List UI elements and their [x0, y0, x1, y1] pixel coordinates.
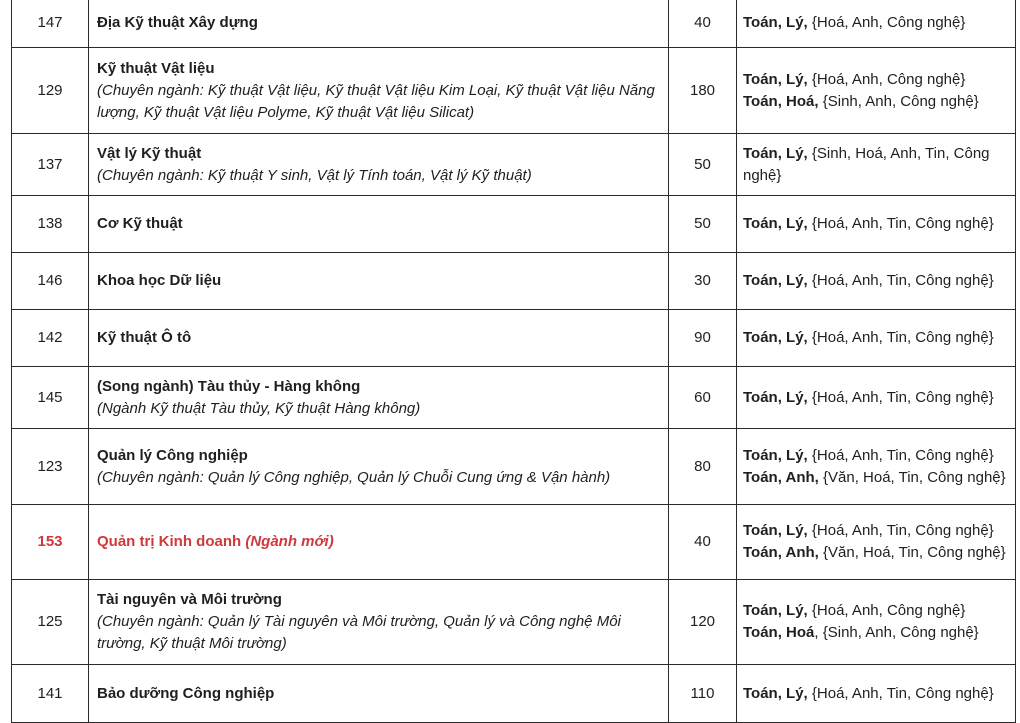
- subject-combinations: [737, 0, 1016, 48]
- major-specializations: (Chuyên ngành: Quản lý Tài nguyên và Môi trường, Quản lý và Công nghệ Môi trường, Kỹ thuật Môi trường): [97, 613, 621, 652]
- major-code: 145: [12, 367, 89, 429]
- new-major-note: (Ngành mới): [245, 533, 334, 550]
- table-row: [12, 134, 1016, 196]
- quota: 180: [669, 48, 737, 134]
- major-code: 142: [12, 310, 89, 367]
- major-name-cell: [89, 665, 669, 723]
- major-code: 129: [12, 48, 89, 134]
- subject-combination: [743, 520, 1015, 542]
- required-subjects: Toán, Lý,: [743, 144, 808, 162]
- quota: 120: [669, 580, 737, 665]
- major-name-cell: [89, 367, 669, 429]
- major-title-text: Cơ Kỹ thuật: [97, 215, 183, 232]
- required-subjects: Toán, Lý,: [743, 70, 808, 88]
- required-subjects: Toán, Lý,: [743, 388, 808, 406]
- major-name-cell: [89, 48, 669, 134]
- subject-combination: [743, 445, 1015, 467]
- admission-table: [11, 0, 1016, 723]
- major-title-text: Tài nguyên và Môi trường: [97, 591, 282, 608]
- required-subjects: Toán, Anh,: [743, 468, 819, 486]
- required-subjects: Toán, Lý,: [743, 215, 808, 232]
- subject-combination: [743, 143, 1015, 187]
- major-name-cell: [89, 310, 669, 367]
- subject-combination: [743, 467, 1015, 489]
- major-title-text: Khoa học Dữ liệu: [97, 272, 222, 289]
- table-row: [12, 665, 1016, 723]
- major-code: 141: [12, 665, 89, 723]
- optional-subjects: {Hoá, Anh, Công nghệ}: [807, 70, 966, 88]
- optional-subjects: {Hoá, Anh, Tin, Công nghệ}: [807, 446, 994, 464]
- optional-subjects: {Văn, Hoá, Tin, Công nghệ}: [818, 468, 1006, 486]
- table-row: [12, 367, 1016, 429]
- quota: 40: [669, 0, 737, 48]
- major-code: 125: [12, 580, 89, 665]
- required-subjects: Toán, Lý,: [743, 602, 808, 619]
- major-name-cell: [89, 253, 669, 310]
- major-title: [97, 58, 658, 80]
- major-code: 137: [12, 134, 89, 196]
- major-code: 123: [12, 429, 89, 505]
- major-title-text: Quản lý Công nghiệp: [97, 446, 248, 464]
- major-title: [97, 143, 658, 165]
- major-title: [97, 213, 658, 235]
- required-subjects: Toán, Lý,: [743, 684, 808, 702]
- subject-combination: [743, 270, 1015, 292]
- major-title: [97, 589, 658, 611]
- quota: 90: [669, 310, 737, 367]
- subject-combinations: [737, 580, 1016, 665]
- optional-subjects: {Hoá, Anh, Tin, Công nghệ}: [807, 522, 994, 539]
- major-title-text: Kỹ thuật Vật liệu: [97, 59, 215, 77]
- major-title: [97, 683, 658, 705]
- required-subjects: Toán, Lý,: [743, 446, 808, 464]
- major-code: 153: [12, 505, 89, 580]
- major-title-text: (Song ngành) Tàu thủy - Hàng không: [97, 377, 361, 395]
- major-name-cell: [89, 0, 669, 48]
- required-subjects: Toán, Lý,: [743, 329, 808, 346]
- optional-subjects: , {Sinh, Anh, Công nghệ}: [814, 624, 979, 641]
- major-title-text: Địa Kỹ thuật Xây dựng: [97, 13, 258, 31]
- table-row: [12, 580, 1016, 665]
- table-row: [12, 505, 1016, 580]
- subject-combinations: [737, 665, 1016, 723]
- subject-combinations: [737, 253, 1016, 310]
- required-subjects: Toán, Lý,: [743, 522, 808, 539]
- required-subjects: Toán, Lý,: [743, 272, 808, 289]
- quota: 80: [669, 429, 737, 505]
- subject-combination: [743, 327, 1015, 349]
- major-title-text: Bảo dưỡng Công nghiệp: [97, 684, 275, 702]
- optional-subjects: {Sinh, Hoá, Anh, Tin, Công nghệ}: [743, 144, 990, 184]
- subject-combination: [743, 387, 1015, 409]
- optional-subjects: {Hoá, Anh, Công nghệ}: [807, 13, 966, 31]
- subject-combination: [743, 542, 1015, 564]
- major-code: 147: [12, 0, 89, 48]
- subject-combination: [743, 91, 1015, 113]
- major-title: [97, 270, 658, 292]
- optional-subjects: {Văn, Hoá, Tin, Công nghệ}: [818, 544, 1006, 561]
- major-code: 138: [12, 196, 89, 253]
- major-title: [97, 376, 658, 398]
- required-subjects: Toán, Lý,: [743, 13, 808, 31]
- major-title: [97, 327, 658, 349]
- subject-combination: [743, 69, 1015, 91]
- major-title: [97, 12, 658, 34]
- optional-subjects: {Hoá, Anh, Tin, Công nghệ}: [807, 684, 994, 702]
- subject-combinations: [737, 505, 1016, 580]
- quota: 60: [669, 367, 737, 429]
- major-title-text: Kỹ thuật Ô tô: [97, 329, 192, 346]
- table-row: [12, 48, 1016, 134]
- major-title-text: Quản trị Kinh doanh: [97, 533, 242, 550]
- major-specializations: (Ngành Kỹ thuật Tàu thủy, Kỹ thuật Hàng không): [97, 399, 421, 417]
- quota: 40: [669, 505, 737, 580]
- table-row: [12, 429, 1016, 505]
- major-name-cell: [89, 429, 669, 505]
- subject-combination: [743, 622, 1015, 644]
- major-name-cell: [89, 580, 669, 665]
- major-name-cell: [89, 134, 669, 196]
- subject-combinations: [737, 367, 1016, 429]
- required-subjects: Toán, Hoá,: [743, 92, 819, 110]
- major-specializations: (Chuyên ngành: Kỹ thuật Y sinh, Vật lý Tính toán, Vật lý Kỹ thuật): [97, 166, 532, 184]
- table-row: [12, 0, 1016, 48]
- major-title: [97, 531, 658, 553]
- optional-subjects: {Hoá, Anh, Tin, Công nghệ}: [807, 215, 994, 232]
- subject-combinations: [737, 196, 1016, 253]
- optional-subjects: {Sinh, Anh, Công nghệ}: [818, 92, 979, 110]
- table-row: [12, 253, 1016, 310]
- quota: 50: [669, 134, 737, 196]
- major-title-text: Vật lý Kỹ thuật: [97, 144, 202, 162]
- subject-combinations: [737, 310, 1016, 367]
- major-specializations: (Chuyên ngành: Quản lý Công nghiệp, Quản lý Chuỗi Cung ứng & Vận hành): [97, 468, 611, 486]
- optional-subjects: {Hoá, Anh, Công nghệ}: [807, 602, 966, 619]
- optional-subjects: {Hoá, Anh, Tin, Công nghệ}: [807, 329, 994, 346]
- subject-combinations: [737, 134, 1016, 196]
- major-title: [97, 445, 658, 467]
- table-body: [12, 0, 1016, 723]
- quota: 50: [669, 196, 737, 253]
- subject-combination: [743, 683, 1015, 705]
- optional-subjects: {Hoá, Anh, Tin, Công nghệ}: [807, 272, 994, 289]
- table-row: [12, 196, 1016, 253]
- subject-combination: [743, 213, 1015, 235]
- table-row: [12, 310, 1016, 367]
- required-subjects: Toán, Hoá: [743, 624, 815, 641]
- quota: 110: [669, 665, 737, 723]
- major-code: 146: [12, 253, 89, 310]
- major-name-cell: [89, 505, 669, 580]
- subject-combination: [743, 600, 1015, 622]
- required-subjects: Toán, Anh,: [743, 544, 819, 561]
- subject-combination: [743, 12, 1015, 34]
- subject-combinations: [737, 48, 1016, 134]
- subject-combinations: [737, 429, 1016, 505]
- major-specializations: (Chuyên ngành: Kỹ thuật Vật liệu, Kỹ thuật Vật liệu Kim Loại, Kỹ thuật Vật liệu Năng lượng, Kỹ thuật Vật liệu Polyme, Kỹ thuật Vật liệu Silicat): [97, 81, 655, 121]
- quota: 30: [669, 253, 737, 310]
- optional-subjects: {Hoá, Anh, Tin, Công nghệ}: [807, 388, 994, 406]
- major-name-cell: [89, 196, 669, 253]
